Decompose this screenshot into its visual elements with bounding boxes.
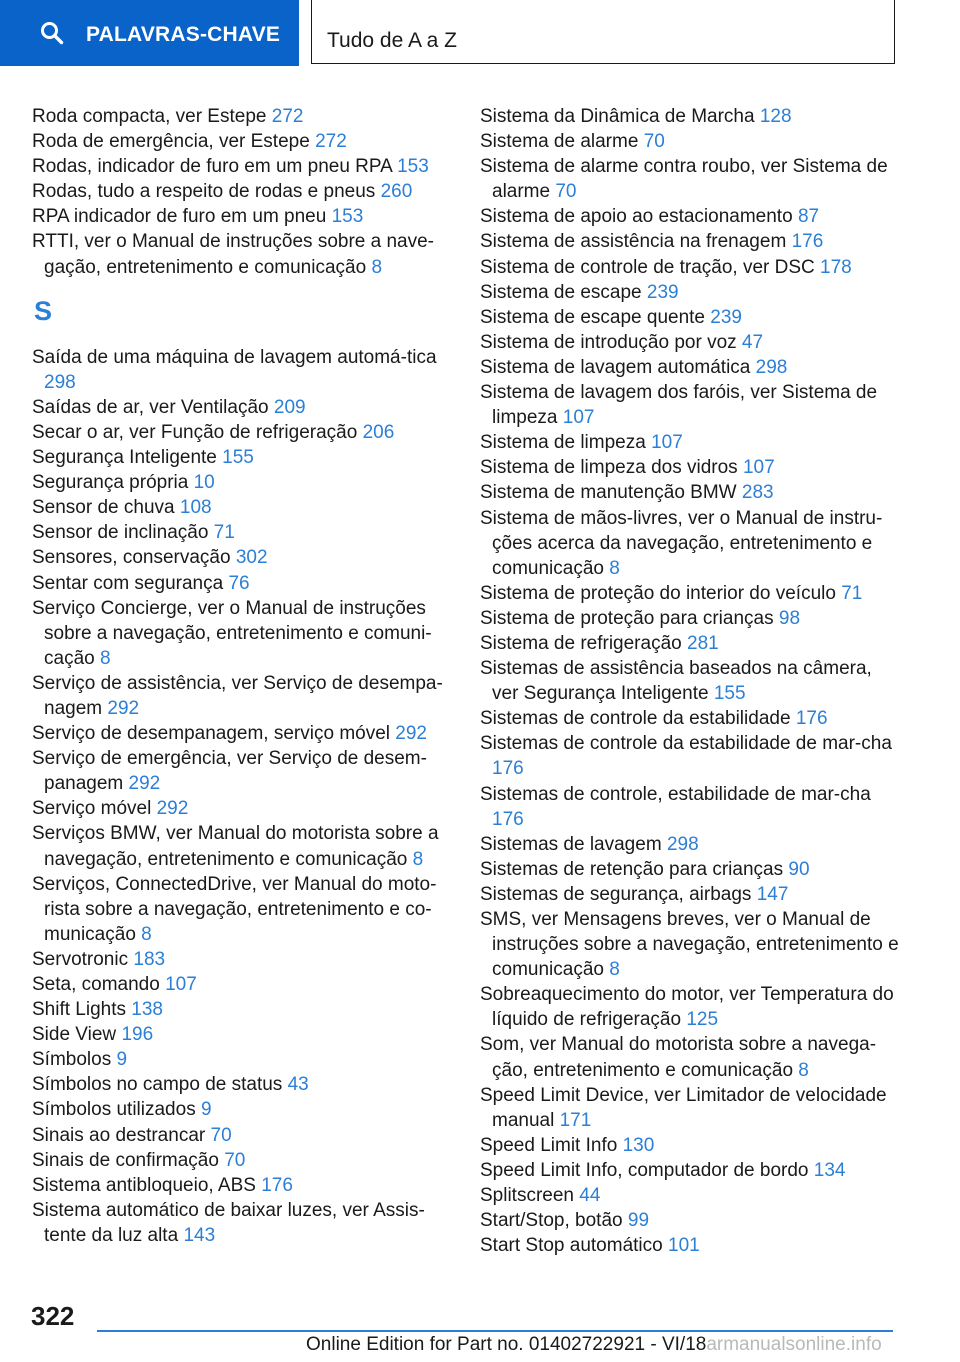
index-entry-text: Secar o ar, ver Função de refrigeração: [32, 421, 358, 443]
index-entry: [480, 581, 900, 606]
page-link[interactable]: 90: [788, 858, 810, 880]
index-entry-text: Sistemas de segurança, airbags: [480, 883, 752, 905]
index-entry-text: Start Stop automático: [480, 1235, 663, 1257]
page-link[interactable]: 76: [228, 572, 250, 594]
index-entry-text: Speed Limit Info, computador de bordo: [480, 1159, 809, 1181]
index-entry-text: Start/Stop, botão: [480, 1210, 623, 1232]
index-entry: [480, 1158, 900, 1183]
index-entry: [32, 420, 452, 445]
page-link[interactable]: 44: [579, 1185, 601, 1207]
index-entry-text: Sistema de introdução por voz: [480, 331, 737, 353]
index-entry-text: Símbolos no campo de status: [32, 1074, 283, 1096]
index-entry: [480, 706, 900, 731]
index-entry: [480, 606, 900, 631]
index-entry-text: Sistemas de controle da estabilidade: [480, 708, 791, 730]
index-entry: [480, 229, 900, 254]
index-entry: [480, 1208, 900, 1233]
index-entry-text: Serviço de assistência, ver Serviço de desempa‐nagem: [32, 672, 443, 719]
index-entry: [32, 345, 452, 395]
index-entry-text: Seta, comando: [32, 974, 160, 995]
index-entry-text: Serviços BMW, ver Manual do motorista sobre a navegação, entretenimento e comunicação: [32, 823, 439, 870]
index-entry-text: RTTI, ver o Manual de instruções sobre a nave‐gação, entretenimento e comunicação: [32, 231, 435, 278]
edition-text: Online Edition for Part no. 01402722921 - VI/18: [306, 1334, 707, 1355]
page-link[interactable]: 292: [128, 773, 161, 795]
page-link[interactable]: 155: [222, 447, 254, 469]
index-entry: [480, 255, 900, 280]
index-entry-text: Rodas, tudo a respeito de rodas e pneus: [32, 181, 376, 203]
index-entry: [32, 154, 452, 179]
index-entry: [480, 982, 900, 1032]
page-link[interactable]: 176: [261, 1174, 293, 1196]
page-link[interactable]: 153: [397, 156, 429, 178]
page-link[interactable]: 101: [668, 1235, 700, 1257]
page-link[interactable]: 298: [666, 833, 699, 855]
page-link[interactable]: 8: [141, 923, 152, 945]
index-entry: [32, 1173, 452, 1198]
watermark: armanualsonline.info: [706, 1334, 882, 1355]
index-entry-text: Símbolos utilizados: [32, 1099, 196, 1121]
page-link[interactable]: 99: [627, 1210, 650, 1232]
page-link[interactable]: 153: [331, 206, 364, 228]
index-entry-text: Sistema de controle de tração, ver DSC: [480, 256, 815, 278]
page-link[interactable]: 134: [813, 1159, 846, 1181]
page-link[interactable]: 272: [271, 106, 304, 127]
index-entry: [480, 882, 900, 907]
index-entry-text: RPA indicador de furo em um pneu: [32, 206, 327, 228]
page-link[interactable]: 10: [193, 472, 215, 494]
page-link[interactable]: 125: [686, 1009, 719, 1031]
index-entry-text: Sistema de escape: [480, 281, 642, 303]
page-link[interactable]: 176: [795, 708, 828, 730]
index-entry: [32, 104, 452, 129]
page-link[interactable]: 196: [121, 1024, 154, 1046]
index-entry-text: Roda compacta, ver Estepe: [32, 106, 267, 127]
index-entry: [32, 821, 452, 871]
index-entry: [32, 470, 452, 495]
footer-edition: [306, 1335, 882, 1355]
index-entry: [32, 1123, 452, 1148]
index-entry-text: Sistemas de retenção para crianças: [480, 858, 784, 880]
page-link[interactable]: 239: [710, 306, 742, 328]
index-entry-text: Sistema de limpeza dos vidros: [480, 457, 738, 479]
index-entry-text: Sistema automático de baixar luzes, ver Assis‐tente da luz alta: [32, 1199, 425, 1246]
page-link[interactable]: 108: [179, 497, 212, 519]
page-link[interactable]: 43: [287, 1074, 309, 1096]
index-entry-text: SMS, ver Mensagens breves, ver o Manual de instruções sobre a navegação, entretenimento e comunicação: [480, 909, 899, 981]
index-entry: [32, 129, 452, 154]
index-column-left: [32, 104, 452, 1248]
page-link[interactable]: 176: [492, 808, 524, 830]
index-entry-text: Serviço de emergência, ver Serviço de desem‐panagem: [32, 748, 427, 795]
index-entry: [480, 104, 900, 129]
page-link[interactable]: 176: [791, 231, 824, 253]
page-link[interactable]: 209: [273, 396, 306, 418]
page-link[interactable]: 281: [687, 632, 719, 654]
index-entry: [480, 355, 900, 380]
index-entry-text: Sistemas de controle, estabilidade de mar‐cha: [480, 783, 871, 805]
page-link[interactable]: 178: [820, 256, 852, 278]
index-entry-text: Sistema de lavagem automática: [480, 356, 751, 378]
index-entry: [32, 571, 452, 596]
page-link[interactable]: 176: [492, 758, 524, 780]
page-link[interactable]: 171: [559, 1109, 592, 1131]
index-entry-text: Speed Limit Device, ver Limitador de velocidade manual: [480, 1084, 887, 1131]
top-navigation: [0, 0, 960, 66]
index-entry: [480, 129, 900, 154]
index-entry: [32, 495, 452, 520]
footer-divider: [97, 1330, 893, 1332]
index-entry: [32, 1148, 452, 1173]
index-entry: [32, 721, 452, 746]
index-entry-text: Side View: [32, 1024, 117, 1046]
index-entry: [480, 656, 900, 706]
tab-a-to-z[interactable]: [311, 0, 895, 64]
index-entry: [32, 1097, 452, 1122]
index-entry-text: Sistemas de controle da estabilidade de mar‐cha: [480, 733, 892, 755]
page-link[interactable]: 70: [555, 181, 577, 203]
page-link[interactable]: 292: [395, 723, 427, 745]
index-entry: [32, 1072, 452, 1097]
index-entry-text: Símbolos: [32, 1049, 112, 1071]
keywords-button-label: PALAVRAS-CHAVE: [86, 23, 281, 46]
index-entry-text: Sensor de inclinação: [32, 522, 209, 544]
index-entry-text: Sistema de proteção para crianças: [480, 607, 774, 629]
index-entry: [32, 229, 452, 279]
page-link[interactable]: 292: [107, 697, 140, 719]
page-link[interactable]: 8: [609, 557, 620, 579]
index-entry-text: Sistema de limpeza: [480, 432, 646, 454]
index-entry-text: Saídas de ar, ver Ventilação: [32, 396, 269, 418]
page-link[interactable]: 128: [759, 106, 792, 127]
page-link[interactable]: 260: [380, 181, 413, 203]
index-entry-text: Sistemas de lavagem: [480, 833, 662, 855]
index-entry-text: Sinais de confirmação: [32, 1149, 219, 1171]
index-entry: [480, 731, 900, 781]
index-entry: [480, 832, 900, 857]
index-letter-heading: S: [34, 295, 53, 326]
index-entry: [32, 445, 452, 470]
index-entry-text: Sinais ao destrancar: [32, 1124, 206, 1146]
page-link[interactable]: 239: [646, 281, 679, 303]
index-entry-text: Sistema de escape quente: [480, 306, 705, 328]
page-link[interactable]: 138: [131, 999, 163, 1021]
index-entry: [480, 455, 900, 480]
index-entry-text: Segurança Inteligente: [32, 447, 217, 469]
index-entry: [480, 1032, 900, 1082]
page-link[interactable]: 107: [742, 457, 775, 479]
index-entry: [32, 746, 452, 796]
index-entry-text: Sensores, conservação: [32, 547, 231, 569]
page-link[interactable]: 70: [210, 1124, 232, 1146]
index-entry: [480, 330, 900, 355]
index-entry-text: Shift Lights: [32, 999, 126, 1021]
index-column-right: [480, 104, 900, 1258]
index-entry: [480, 857, 900, 882]
index-entry-text: Speed Limit Info: [480, 1134, 618, 1156]
index-entry: [32, 972, 452, 997]
page-link[interactable]: 71: [841, 582, 863, 604]
page-link[interactable]: 147: [756, 883, 789, 905]
page-link[interactable]: 130: [622, 1134, 655, 1156]
index-entry: [480, 631, 900, 656]
index-entry: [32, 179, 452, 204]
index-entry: [32, 872, 452, 947]
index-entry-text: Sentar com segurança: [32, 572, 224, 594]
index-entry-text: Sobreaquecimento do motor, ver Temperatura do líquido de refrigeração: [480, 984, 894, 1031]
page-link[interactable]: 143: [183, 1224, 216, 1246]
page-link[interactable]: 8: [609, 959, 620, 981]
page-link[interactable]: 283: [741, 482, 774, 504]
index-entry-text: Serviço de desempanagem, serviço móvel: [32, 723, 391, 745]
search-icon: [40, 21, 64, 45]
index-entry: [480, 154, 900, 204]
index-entry-text: Sistema de refrigeração: [480, 632, 682, 654]
index-entry: [32, 520, 452, 545]
index-entry: [480, 280, 900, 305]
index-entry: [32, 671, 452, 721]
tab-a-to-z-label: Tudo de A a Z: [327, 29, 457, 52]
index-entry: [480, 907, 900, 982]
index-entry: [480, 430, 900, 455]
index-entry-text: Serviço Concierge, ver o Manual de instruções sobre a navegação, entretenimento e comuni‐cação: [32, 597, 432, 669]
index-entry-text: Sistema de lavagem dos faróis, ver Sistema de limpeza: [480, 382, 878, 429]
index-entry-text: Servotronic: [32, 948, 129, 970]
index-entry: [480, 782, 900, 832]
page-link[interactable]: 70: [224, 1149, 246, 1171]
index-entry-text: Sistema de assistência na frenagem: [480, 231, 787, 253]
page-link[interactable]: 70: [643, 131, 665, 153]
index-entry-text: Saída de uma máquina de lavagem automá‐tica: [32, 346, 437, 368]
page-link[interactable]: 107: [165, 974, 197, 995]
index-entry-text: Segurança própria: [32, 472, 189, 494]
page-link[interactable]: 302: [235, 547, 268, 569]
index-entry: [32, 1022, 452, 1047]
index-entry-text: Sistemas de assistência baseados na câmera, ver Segurança Inteligente: [480, 658, 872, 705]
index-entry-text: Splitscreen: [480, 1185, 574, 1207]
page-link[interactable]: 87: [797, 206, 820, 228]
index-entry-text: Sistema de alarme contra roubo, ver Sistema de alarme: [480, 156, 888, 203]
index-entry-text: Sistema da Dinâmica de Marcha: [480, 106, 755, 127]
index-entry: [480, 480, 900, 505]
index-entry-text: Sistema de apoio ao estacionamento: [480, 206, 793, 228]
page-number: 322: [31, 1301, 75, 1331]
index-entry-text: Serviços, ConnectedDrive, ver Manual do moto‐rista sobre a navegação, entretenimento e co‐municação: [32, 873, 437, 945]
page-link[interactable]: 8: [99, 647, 111, 669]
index-entry: [32, 395, 452, 420]
page-link[interactable]: 272: [315, 131, 347, 153]
index-entry-text: Roda de emergência, ver Estepe: [32, 131, 310, 153]
page-link[interactable]: 9: [116, 1049, 128, 1071]
page-link[interactable]: 47: [741, 331, 764, 353]
index-entry: [480, 305, 900, 330]
index-entry: [480, 506, 900, 581]
index-entry-text: Rodas, indicador de furo em um pneu RPA: [32, 156, 392, 178]
page-link[interactable]: 8: [798, 1059, 809, 1081]
index-entry-text: Sistema antibloqueio, ABS: [32, 1174, 256, 1196]
page-link[interactable]: 8: [371, 256, 383, 278]
index-entry-text: Sistema de manutenção BMW: [480, 482, 737, 504]
index-entry: [32, 545, 452, 570]
page-link[interactable]: 298: [755, 356, 788, 378]
page-link[interactable]: 292: [156, 798, 189, 820]
page-link[interactable]: 183: [133, 948, 166, 970]
page-link[interactable]: 155: [713, 683, 746, 705]
index-entry: [480, 1233, 900, 1258]
page-link[interactable]: 8: [412, 848, 424, 870]
index-entry: [480, 380, 900, 430]
page-link[interactable]: 71: [213, 522, 235, 544]
index-entry: [32, 596, 452, 671]
page-link[interactable]: 107: [562, 407, 595, 429]
page-link[interactable]: 298: [44, 371, 76, 393]
index-entry-text: Sistema de mãos-livres, ver o Manual de instru‐ções acerca da navegação, entretenimento e comunicação: [480, 507, 883, 579]
index-entry: [480, 1183, 900, 1208]
page-link[interactable]: 98: [778, 607, 801, 629]
index-entry: [32, 796, 452, 821]
index-entry: [32, 1047, 452, 1072]
index-entry-text: Sensor de chuva: [32, 497, 175, 519]
index-entry: [32, 1198, 452, 1248]
index-entry: [480, 1133, 900, 1158]
index-entry-text: Som, ver Manual do motorista sobre a navega‐ção, entretenimento e comunicação: [480, 1034, 877, 1081]
index-entry-text: Sistema de proteção do interior do veículo: [480, 582, 836, 604]
index-entry-text: Serviço móvel: [32, 798, 152, 820]
index-entry: [32, 997, 452, 1022]
index-entry: [32, 204, 452, 229]
page-link[interactable]: 206: [362, 421, 395, 443]
index-entry: [480, 204, 900, 229]
keywords-button[interactable]: [0, 0, 299, 66]
index-entry-text: Sistema de alarme: [480, 131, 639, 153]
index-entry: [32, 947, 452, 972]
index-entry: [480, 1083, 900, 1133]
page-link[interactable]: 107: [651, 432, 683, 454]
page-link[interactable]: 9: [200, 1099, 212, 1121]
